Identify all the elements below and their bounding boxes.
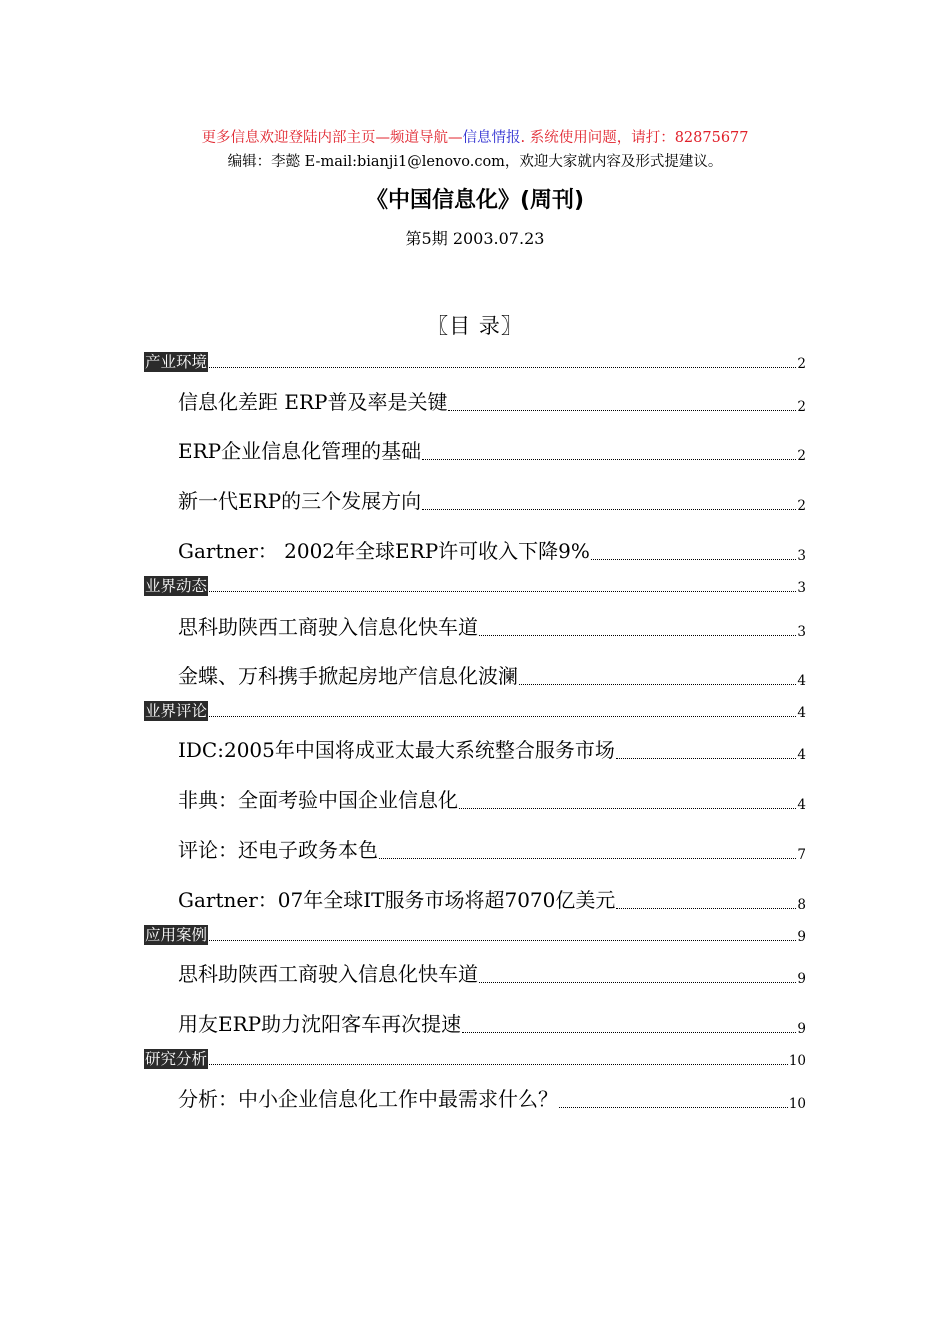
info-intelligence-link[interactable]: 信息情报	[462, 130, 521, 146]
toc-page-number: 4	[797, 705, 806, 721]
toc-entry[interactable]	[178, 735, 806, 763]
toc-page-number: 3	[797, 580, 806, 596]
toc-page-number: 9	[797, 1021, 806, 1037]
notice-text-before: 更多信息欢迎登陆内部主页—频道导航—	[201, 130, 463, 146]
toc-entry-label: 思科助陕西工商驶入信息化快车道	[178, 962, 478, 986]
toc-entry-label: 金蝶、万科携手掀起房地产信息化波澜	[178, 664, 518, 688]
toc-dot-leader	[459, 808, 796, 809]
toc-page-number: 2	[797, 448, 806, 464]
editor-line: 编辑：李懿 E-mail:bianji1@lenovo.com，欢迎大家就内容及形式提建议。	[227, 154, 723, 170]
toc-category-label: 业界动态	[145, 577, 208, 595]
toc-dot-leader	[379, 858, 796, 859]
toc-dot-leader	[462, 1032, 796, 1033]
toc-entry[interactable]	[178, 536, 806, 564]
intranet-notice	[0, 128, 950, 148]
toc-dot-leader	[448, 410, 796, 411]
toc-dot-leader	[422, 459, 796, 460]
toc-dot-leader	[209, 367, 796, 368]
toc-entry-label: 思科助陕西工商驶入信息化快车道	[178, 615, 478, 639]
toc-entry[interactable]	[178, 612, 806, 640]
toc-page-number: 10	[788, 1053, 806, 1069]
toc-dot-leader	[209, 591, 796, 592]
toc-page-number: 3	[797, 624, 806, 640]
toc-category[interactable]	[144, 923, 806, 945]
toc-dot-leader	[616, 908, 796, 909]
issue-date: 第5期 2003.07.23	[405, 229, 545, 248]
toc-page-number: 9	[797, 929, 806, 945]
toc-dot-leader	[616, 758, 797, 759]
toc-category-label: 应用案例	[145, 926, 208, 944]
toc-page-number: 4	[797, 673, 806, 689]
toc-page-number: 3	[797, 548, 806, 564]
toc-entry[interactable]	[178, 436, 806, 464]
toc-entry-label: ERP企业信息化管理的基础	[178, 439, 422, 463]
toc-dot-leader	[479, 982, 796, 983]
toc-page-number: 2	[797, 356, 806, 372]
toc-entry-label: 信息化差距 ERP普及率是关键	[178, 390, 448, 414]
toc-entry-label: 分析：中小企业信息化工作中最需求什么？	[178, 1087, 558, 1111]
document-title: 《中国信息化》(周刊)	[365, 188, 585, 213]
toc-dot-leader	[519, 684, 796, 685]
toc-entry[interactable]	[178, 885, 806, 913]
toc-entry-label: 用友ERP助力沈阳客车再次提速	[178, 1012, 462, 1036]
toc-dot-leader	[209, 940, 796, 941]
toc-entry[interactable]	[178, 486, 806, 514]
toc-dot-leader	[591, 559, 797, 560]
toc-entry[interactable]	[178, 785, 806, 813]
toc-entry-label: IDC:2005年中国将成亚太最大系统整合服务市场	[178, 738, 615, 762]
toc-category-label: 研究分析	[145, 1050, 208, 1068]
toc-entry[interactable]	[178, 835, 806, 863]
toc-entry[interactable]	[178, 387, 806, 415]
toc-dot-leader	[479, 635, 796, 636]
toc-category-label: 业界评论	[145, 702, 208, 720]
toc-category-label: 产业环境	[145, 353, 208, 371]
toc-entry-label: Gartner：07年全球IT服务市场将超7070亿美元	[178, 888, 616, 912]
toc-dot-leader	[559, 1107, 788, 1108]
toc-page-number: 2	[797, 498, 806, 514]
toc-page-number: 9	[797, 971, 806, 987]
toc-page-number: 4	[797, 747, 806, 763]
toc-entry-label: 评论：还电子政务本色	[178, 838, 378, 862]
notice-text-after: . 系统使用问题，请打：82875677	[520, 130, 749, 146]
toc-category[interactable]	[144, 699, 806, 721]
toc-page-number: 7	[797, 847, 806, 863]
toc-entry[interactable]	[178, 661, 806, 689]
toc-entry-label: Gartner： 2002年全球ERP许可收入下降9%	[178, 539, 590, 563]
toc-category[interactable]	[144, 574, 806, 596]
toc-entry-label: 新一代ERP的三个发展方向	[178, 489, 422, 513]
toc-entry-label: 非典：全面考验中国企业信息化	[178, 788, 458, 812]
toc-dot-leader	[209, 716, 796, 717]
toc-page-number: 4	[797, 797, 806, 813]
toc-dot-leader	[422, 509, 796, 510]
toc-page-number: 8	[797, 897, 806, 913]
toc-page-number: 2	[797, 399, 806, 415]
toc-entry[interactable]	[178, 1009, 806, 1037]
toc-heading: 〖目 录〗	[427, 314, 523, 338]
toc-page-number: 10	[788, 1096, 806, 1112]
toc-entry[interactable]	[178, 1084, 806, 1112]
toc-dot-leader	[209, 1064, 788, 1065]
toc-entry[interactable]	[178, 959, 806, 987]
toc-category[interactable]	[144, 350, 806, 372]
toc-category[interactable]	[144, 1047, 806, 1069]
